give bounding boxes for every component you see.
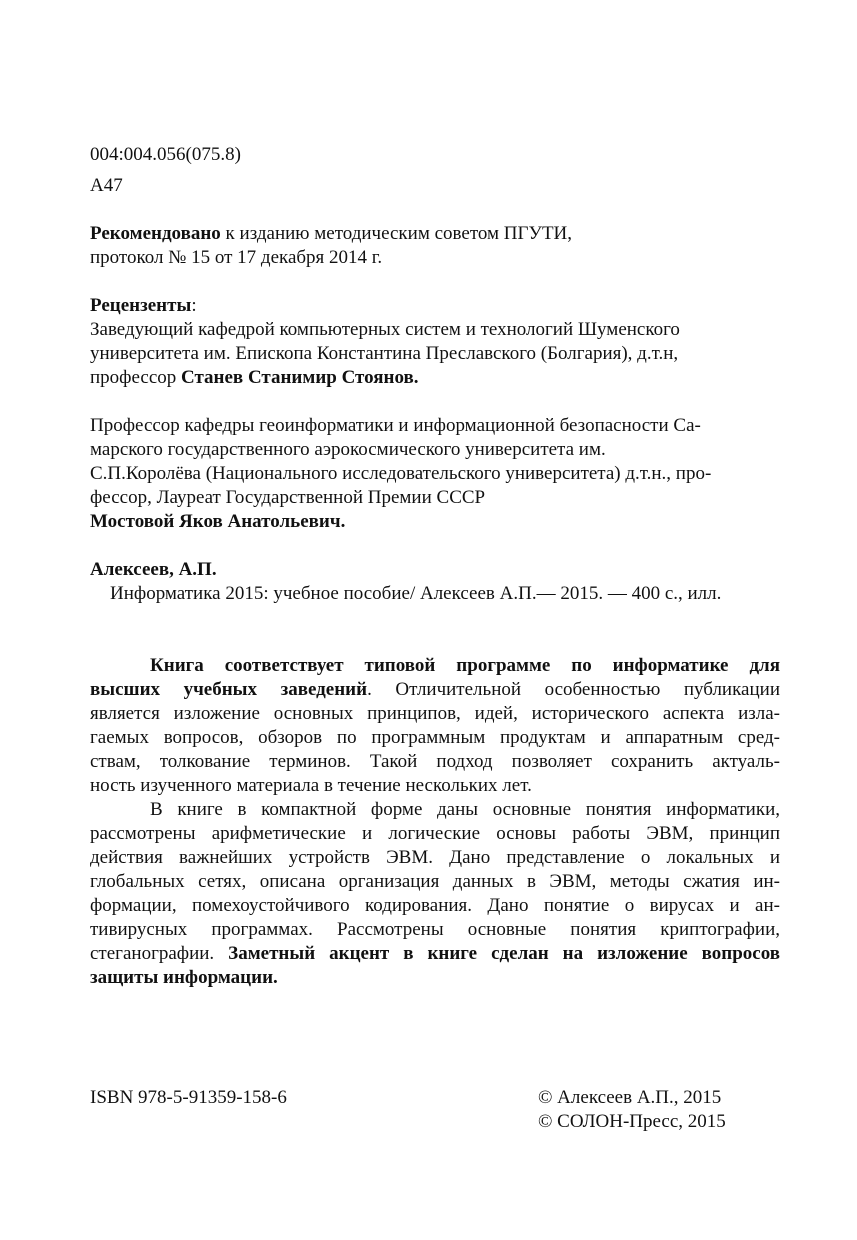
abstract-bold-phrase: высших учебных заведений [90, 679, 368, 700]
reviewer-2-line-2: марского государственного аэрокосмического университета им. [90, 439, 606, 460]
reviewer-1-line-1: Заведующий кафедрой компьютерных систем и технологий Шуменского [90, 319, 680, 340]
abstract-p1-line-1: Книга соответствует типовой программе по информатике для [150, 655, 780, 676]
abstract-p2-line-2: рассмотрены арифметические и логические основы работы ЭВМ, принцип [90, 823, 780, 844]
udc-code: 004:004.056(075.8) [90, 144, 241, 165]
abstract-p1-line-2 [90, 678, 780, 702]
recommended-label: Рекомендовано [90, 223, 221, 244]
reviewer-1-title: профессор [90, 367, 182, 388]
reviewers-label: Рецензенты [90, 295, 192, 316]
copyright-publisher: © СОЛОН-Пресс, 2015 [538, 1111, 726, 1132]
reviewers-heading [90, 294, 197, 318]
abstract-p2-line-8: защиты информации. [90, 967, 278, 988]
reviewer-1-line-2: университета им. Епископа Константина Преславского (Болгария), д.т.н, [90, 343, 679, 364]
bbk-code: А47 [90, 175, 123, 196]
recommended-protocol: протокол № 15 от 17 декабря 2014 г. [90, 247, 383, 268]
abstract-p2-line-3: действия важнейших устройств ЭВМ. Дано представление о локальных и [90, 847, 780, 868]
author-name: Алексеев, А.П. [90, 559, 217, 580]
copyright-author: © Алексеев А.П., 2015 [538, 1087, 722, 1108]
isbn: ISBN 978-5-91359-158-6 [90, 1087, 287, 1108]
reviewer-2-line-1: Профессор кафедры геоинформатики и информационной безопасности Са- [90, 415, 701, 436]
abstract-p2-line-6: тивирусных программах. Рассмотрены основные понятия криптографии, [90, 919, 780, 940]
reviewer-1-line-3 [90, 366, 419, 390]
abstract-p1-line-4: гаемых вопросов, обзоров по программным продуктам и аппаратным сред- [90, 727, 780, 748]
abstract-emphasis: Заметный акцент в книге сделан на изложение вопросов [228, 943, 780, 964]
abstract-p1-line-3: является изложение основных принципов, идей, исторического аспекта изла- [90, 703, 780, 724]
book-description: Информатика 2015: учебное пособие/ Алексеев А.П.— 2015. — 400 с., илл. [110, 583, 722, 604]
abstract-p2-line-7-pre: стеганографии. [90, 943, 229, 964]
abstract-p2-line-1: В книге в компактной форме даны основные понятия информатики, [150, 799, 780, 820]
abstract-p1-line-5: ствам, толкование терминов. Такой подход позволяет сохранить актуаль- [90, 751, 780, 772]
abstract-p2-line-5: формации, помехоустойчивого кодирования. Дано понятие о вирусах и ан- [90, 895, 780, 916]
abstract-p2-line-4: глобальных сетях, описана организация данных в ЭВМ, методы сжатия ин- [90, 871, 780, 892]
abstract-p1-line-6: ность изученного материала в течение нескольких лет. [90, 775, 532, 796]
reviewer-1-name: Станев Станимир Стоянов. [181, 367, 419, 388]
abstract-p1-line-2-rest: . Отличительной особенностью публикации [367, 679, 780, 700]
reviewer-2-line-3: С.П.Королёва (Национального исследовательского университета) д.т.н., про- [90, 463, 712, 484]
recommended-line-1 [90, 222, 572, 246]
reviewer-2-line-4: фессор, Лауреат Государственной Премии СССР [90, 487, 486, 508]
recommended-text: к изданию методическим советом ПГУТИ, [220, 223, 573, 244]
reviewers-colon: : [191, 295, 197, 316]
abstract-p2-line-7 [90, 942, 780, 966]
reviewer-2-name: Мостовой Яков Анатольевич. [90, 511, 346, 532]
